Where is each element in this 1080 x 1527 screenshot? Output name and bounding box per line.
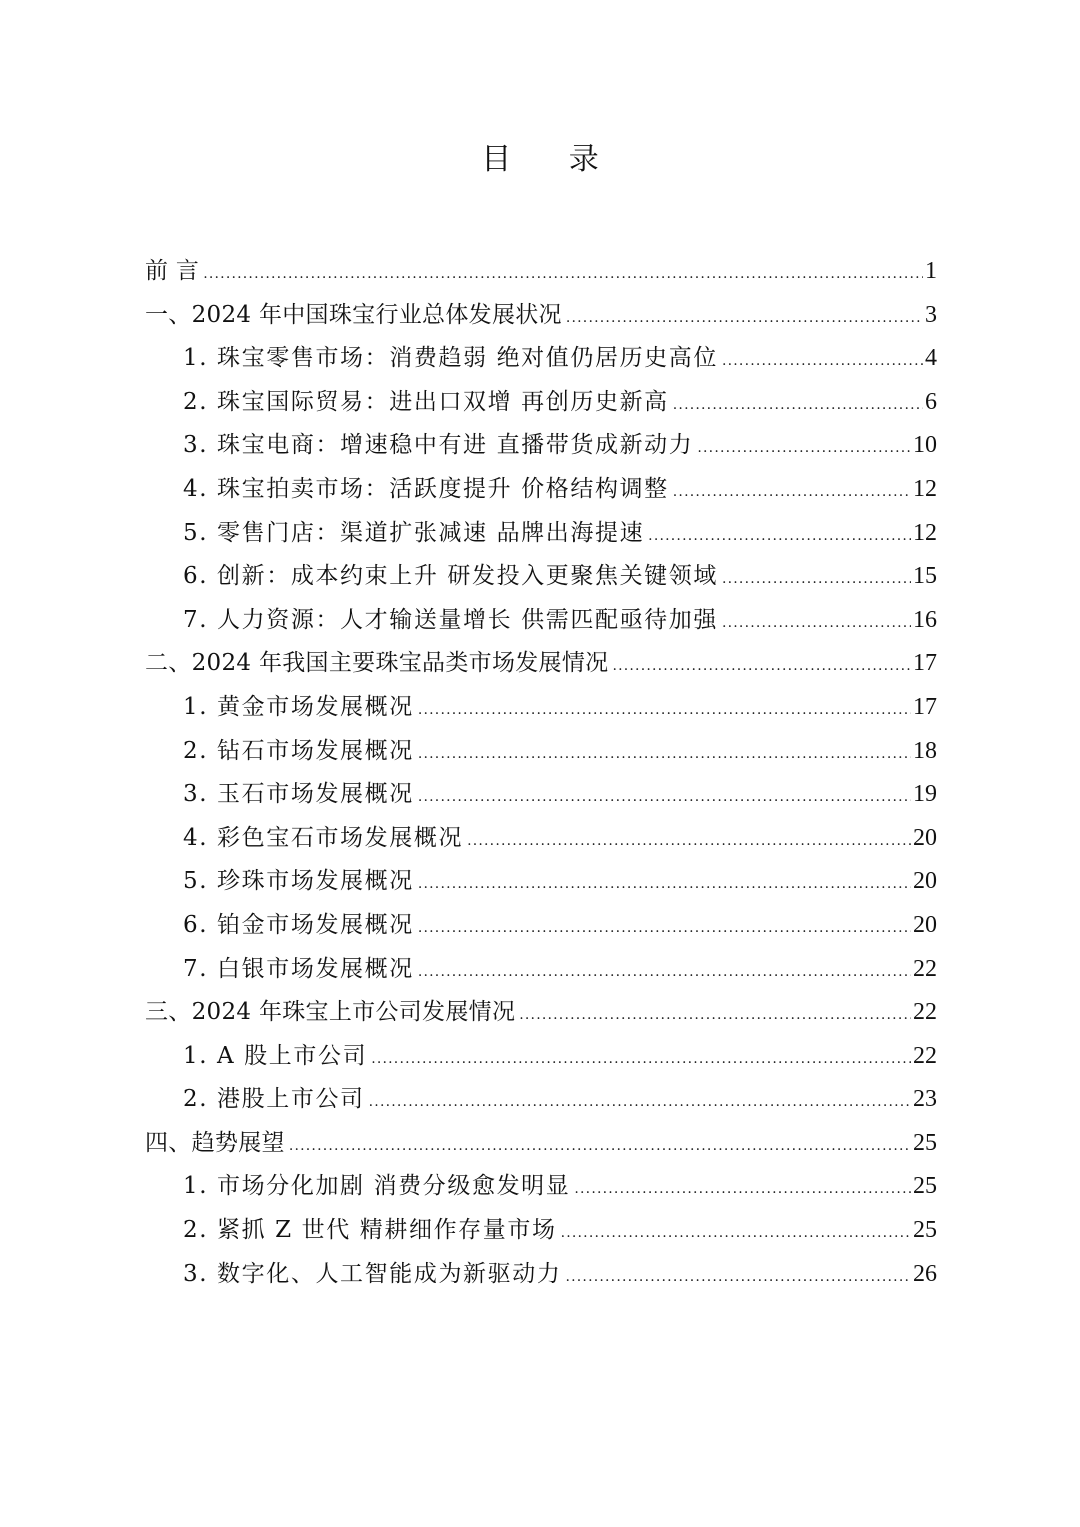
- toc-subsection-entry[interactable]: [145, 424, 937, 468]
- toc-subsection-entry[interactable]: [145, 1078, 937, 1122]
- toc-page-number: 25: [913, 1173, 937, 1200]
- toc-subsection-entry[interactable]: [145, 730, 937, 774]
- toc-subsection-entry[interactable]: [145, 468, 937, 512]
- toc-section-entry[interactable]: [145, 1122, 937, 1166]
- toc-subsection-entry[interactable]: [145, 555, 937, 599]
- toc-dot-leader: [467, 820, 911, 864]
- toc-dot-leader: [371, 1038, 911, 1082]
- toc-dot-leader: [561, 1212, 911, 1256]
- toc-page-number: 20: [913, 911, 937, 938]
- toc-subsection-entry[interactable]: [145, 1165, 937, 1209]
- toc-section-entry[interactable]: [145, 642, 937, 686]
- toc-entry-label: 2. 港股上市公司: [183, 1086, 365, 1113]
- toc-dot-leader: [722, 602, 911, 646]
- table-of-contents: [145, 250, 937, 1296]
- toc-page-number: 15: [913, 563, 937, 590]
- toc-entry-label: 前 言: [145, 258, 200, 284]
- toc-subsection-entry[interactable]: [145, 381, 937, 425]
- toc-section-entry[interactable]: [145, 991, 937, 1035]
- toc-dot-leader: [673, 384, 923, 428]
- toc-subsection-entry[interactable]: [145, 860, 937, 904]
- toc-page-number: 22: [913, 999, 937, 1026]
- toc-dot-leader: [418, 776, 911, 820]
- toc-entry-label: 3. 玉石市场发展概况: [183, 781, 414, 808]
- toc-dot-leader: [574, 1168, 911, 1212]
- toc-page-number: 26: [913, 1260, 937, 1287]
- toc-dot-leader: [418, 689, 911, 733]
- toc-subsection-entry[interactable]: [145, 817, 937, 861]
- toc-dot-leader: [369, 1081, 911, 1125]
- toc-subsection-entry[interactable]: [145, 948, 937, 992]
- toc-entry-label: 3. 珠宝电商：增速稳中有进 直播带货成新动力: [183, 432, 694, 459]
- toc-page-number: 12: [913, 519, 937, 546]
- toc-subsection-entry[interactable]: [145, 337, 937, 381]
- toc-dot-leader: [566, 297, 923, 341]
- toc-page-number: 20: [913, 824, 937, 851]
- toc-section-entry[interactable]: [145, 250, 937, 294]
- toc-page-number: 23: [913, 1086, 937, 1113]
- toc-subsection-entry[interactable]: [145, 773, 937, 817]
- toc-page-number: 17: [913, 693, 937, 720]
- toc-subsection-entry[interactable]: [145, 686, 937, 730]
- toc-page-number: 12: [913, 475, 937, 502]
- toc-page-number: 20: [913, 868, 937, 895]
- toc-entry-label: 4. 珠宝拍卖市场：活跃度提升 价格结构调整: [183, 475, 669, 502]
- page-title: 目 录: [481, 142, 623, 177]
- toc-dot-leader: [418, 951, 911, 995]
- toc-entry-label: 二、2024 年我国主要珠宝品类市场发展情况: [145, 650, 609, 677]
- toc-entry-label: 7. 人力资源：人才输送量增长 供需匹配亟待加强: [183, 606, 718, 633]
- toc-subsection-entry[interactable]: [145, 512, 937, 556]
- toc-page-number: 22: [913, 1042, 937, 1069]
- toc-entry-label: 5. 珍珠市场发展概况: [183, 868, 414, 895]
- toc-page-number: 25: [913, 1129, 937, 1156]
- toc-entry-label: 4. 彩色宝石市场发展概况: [183, 824, 464, 851]
- toc-page-number: 22: [913, 955, 937, 982]
- toc-entry-label: 2. 钻石市场发展概况: [183, 737, 414, 764]
- toc-entry-label: 1. 珠宝零售市场：消费趋弱 绝对值仍居历史高位: [183, 345, 718, 372]
- toc-dot-leader: [697, 427, 911, 471]
- toc-entry-label: 5. 零售门店：渠道扩张减速 品牌出海提速: [183, 519, 645, 546]
- toc-dot-leader: [722, 340, 923, 384]
- toc-dot-leader: [648, 515, 911, 559]
- toc-subsection-entry[interactable]: [145, 1253, 937, 1297]
- toc-page-number: 4: [925, 345, 937, 372]
- toc-dot-leader: [418, 863, 911, 907]
- toc-dot-leader: [612, 645, 911, 689]
- toc-entry-label: 四、趋势展望: [145, 1129, 285, 1156]
- toc-page-number: 10: [913, 432, 937, 459]
- toc-page-number: 3: [925, 301, 937, 328]
- toc-entry-label: 1. 黄金市场发展概况: [183, 693, 414, 720]
- toc-entry-label: 7. 白银市场发展概况: [183, 955, 414, 982]
- toc-entry-label: 3. 数字化、人工智能成为新驱动力: [183, 1260, 562, 1287]
- toc-subsection-entry[interactable]: [145, 599, 937, 643]
- toc-page-number: 19: [913, 781, 937, 808]
- toc-dot-leader: [289, 1125, 911, 1169]
- toc-section-entry[interactable]: [145, 294, 937, 338]
- toc-entry-label: 2. 紧抓 Z 世代 精耕细作存量市场: [183, 1217, 557, 1244]
- toc-entry-label: 6. 铂金市场发展概况: [183, 911, 414, 938]
- toc-page-number: 16: [913, 606, 937, 633]
- toc-dot-leader: [418, 907, 911, 951]
- toc-entry-label: 一、2024 年中国珠宝行业总体发展状况: [145, 301, 562, 328]
- toc-dot-leader: [565, 1256, 911, 1300]
- toc-page-number: 25: [913, 1217, 937, 1244]
- toc-dot-leader: [418, 733, 911, 777]
- toc-page-number: 6: [925, 388, 937, 415]
- toc-dot-leader: [673, 471, 911, 515]
- toc-subsection-entry[interactable]: [145, 1209, 937, 1253]
- toc-subsection-entry[interactable]: [145, 1035, 937, 1079]
- toc-dot-leader: [722, 558, 911, 602]
- toc-dot-leader: [519, 994, 911, 1038]
- toc-subsection-entry[interactable]: [145, 904, 937, 948]
- toc-page-number: 17: [913, 650, 937, 677]
- toc-entry-label: 2. 珠宝国际贸易：进出口双增 再创历史新高: [183, 388, 669, 415]
- toc-entry-label: 1. A 股上市公司: [183, 1042, 368, 1069]
- toc-page-number: 18: [913, 737, 937, 764]
- toc-entry-label: 6. 创新：成本约束上升 研发投入更聚焦关键领域: [183, 563, 718, 590]
- toc-entry-label: 1. 市场分化加剧 消费分级愈发明显: [183, 1173, 571, 1200]
- toc-page-number: 1: [925, 258, 937, 284]
- toc-entry-label: 三、2024 年珠宝上市公司发展情况: [145, 999, 516, 1026]
- toc-dot-leader: [203, 253, 923, 297]
